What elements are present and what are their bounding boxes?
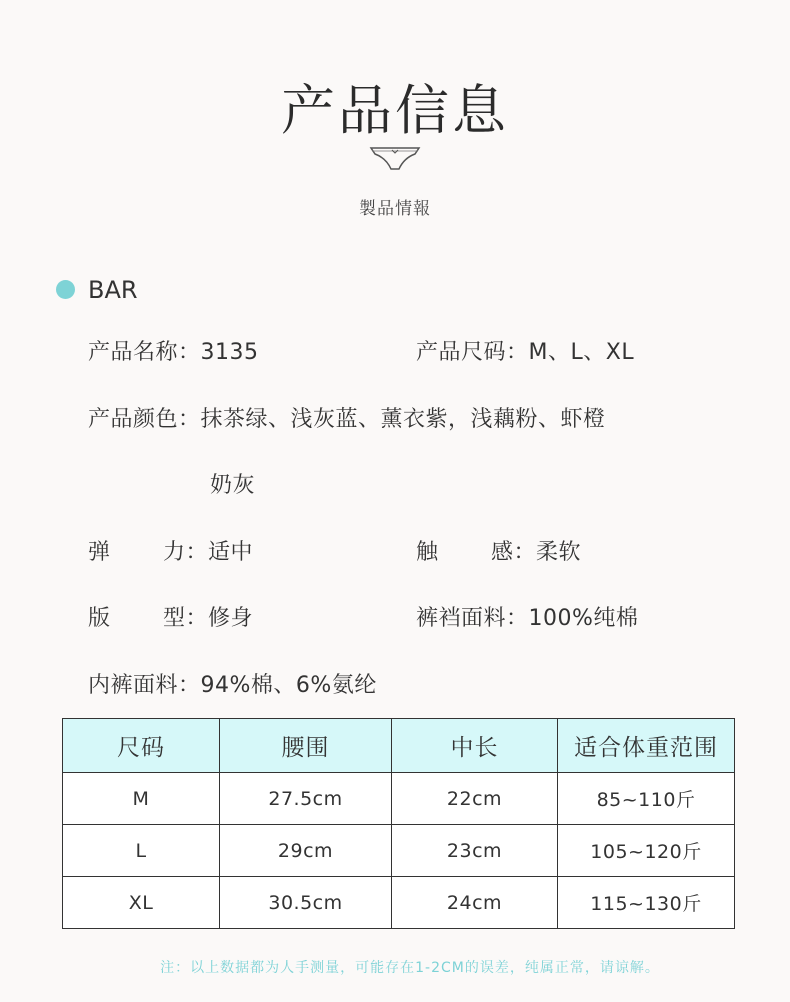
crotch-fabric-value: 100%纯棉 xyxy=(528,606,639,631)
crotch-fabric-row xyxy=(416,601,638,632)
elasticity-value: 适中 xyxy=(208,540,254,565)
cell-weight: 85~110斤 xyxy=(558,773,735,825)
table-row xyxy=(63,773,735,825)
cell-waist: 30.5cm xyxy=(220,877,392,929)
touch-label-rest: 感： xyxy=(491,540,537,565)
touch-label-first: 触 xyxy=(416,540,439,565)
fit-value: 修身 xyxy=(208,606,254,631)
cell-waist: 29cm xyxy=(220,825,392,877)
cell-weight: 115~130斤 xyxy=(558,877,735,929)
measurement-note: 注：以上数据都为人手测量，可能存在1-2CM的误差，纯属正常，请谅解。 xyxy=(160,960,660,976)
crotch-fabric-label: 裤裆面料： xyxy=(416,606,529,631)
product-color-label: 产品颜色： xyxy=(88,407,201,432)
touch-row xyxy=(416,535,581,566)
product-color-value-cont: 奶灰 xyxy=(210,473,256,498)
cell-size: L xyxy=(63,825,220,877)
product-name-label: 产品名称： xyxy=(88,340,201,365)
product-name-value: 3135 xyxy=(200,340,259,365)
bullet-dot-icon xyxy=(56,280,75,299)
elasticity-label-first: 弹 xyxy=(88,540,111,565)
fabric-row xyxy=(88,668,377,699)
header-waist: 腰围 xyxy=(220,719,392,773)
underwear-icon xyxy=(368,143,422,173)
elasticity-row xyxy=(88,535,253,566)
brand-name: BAR xyxy=(88,276,138,304)
fabric-value: 94%棉、6%氨纶 xyxy=(200,673,377,698)
product-size-row xyxy=(416,335,634,366)
size-table xyxy=(62,718,735,929)
cell-waist: 27.5cm xyxy=(220,773,392,825)
product-name-row xyxy=(88,335,259,366)
fit-label-first: 版 xyxy=(88,606,111,631)
page-subtitle: 製品情報 xyxy=(359,199,431,219)
product-color-value: 抹茶绿、浅灰蓝、薰衣紫，浅藕粉、虾橙 xyxy=(200,407,606,432)
fit-row xyxy=(88,601,253,632)
product-color-row xyxy=(88,402,606,433)
header-length: 中长 xyxy=(392,719,558,773)
table-row xyxy=(63,825,735,877)
fabric-label: 内裤面料： xyxy=(88,673,201,698)
cell-length: 22cm xyxy=(392,773,558,825)
cell-size: XL xyxy=(63,877,220,929)
cell-length: 23cm xyxy=(392,825,558,877)
product-size-label: 产品尺码： xyxy=(416,340,529,365)
table-header-row xyxy=(63,719,735,773)
cell-size: M xyxy=(63,773,220,825)
header-size: 尺码 xyxy=(63,719,220,773)
cell-weight: 105~120斤 xyxy=(558,825,735,877)
elasticity-label-rest: 力： xyxy=(163,540,209,565)
fit-label-rest: 型： xyxy=(163,606,209,631)
product-size-value: M、L、XL xyxy=(528,340,635,365)
page-title: 产品信息 xyxy=(281,79,509,142)
touch-value: 柔软 xyxy=(536,540,582,565)
cell-length: 24cm xyxy=(392,877,558,929)
table-row xyxy=(63,877,735,929)
header-weight: 适合体重范围 xyxy=(558,719,735,773)
